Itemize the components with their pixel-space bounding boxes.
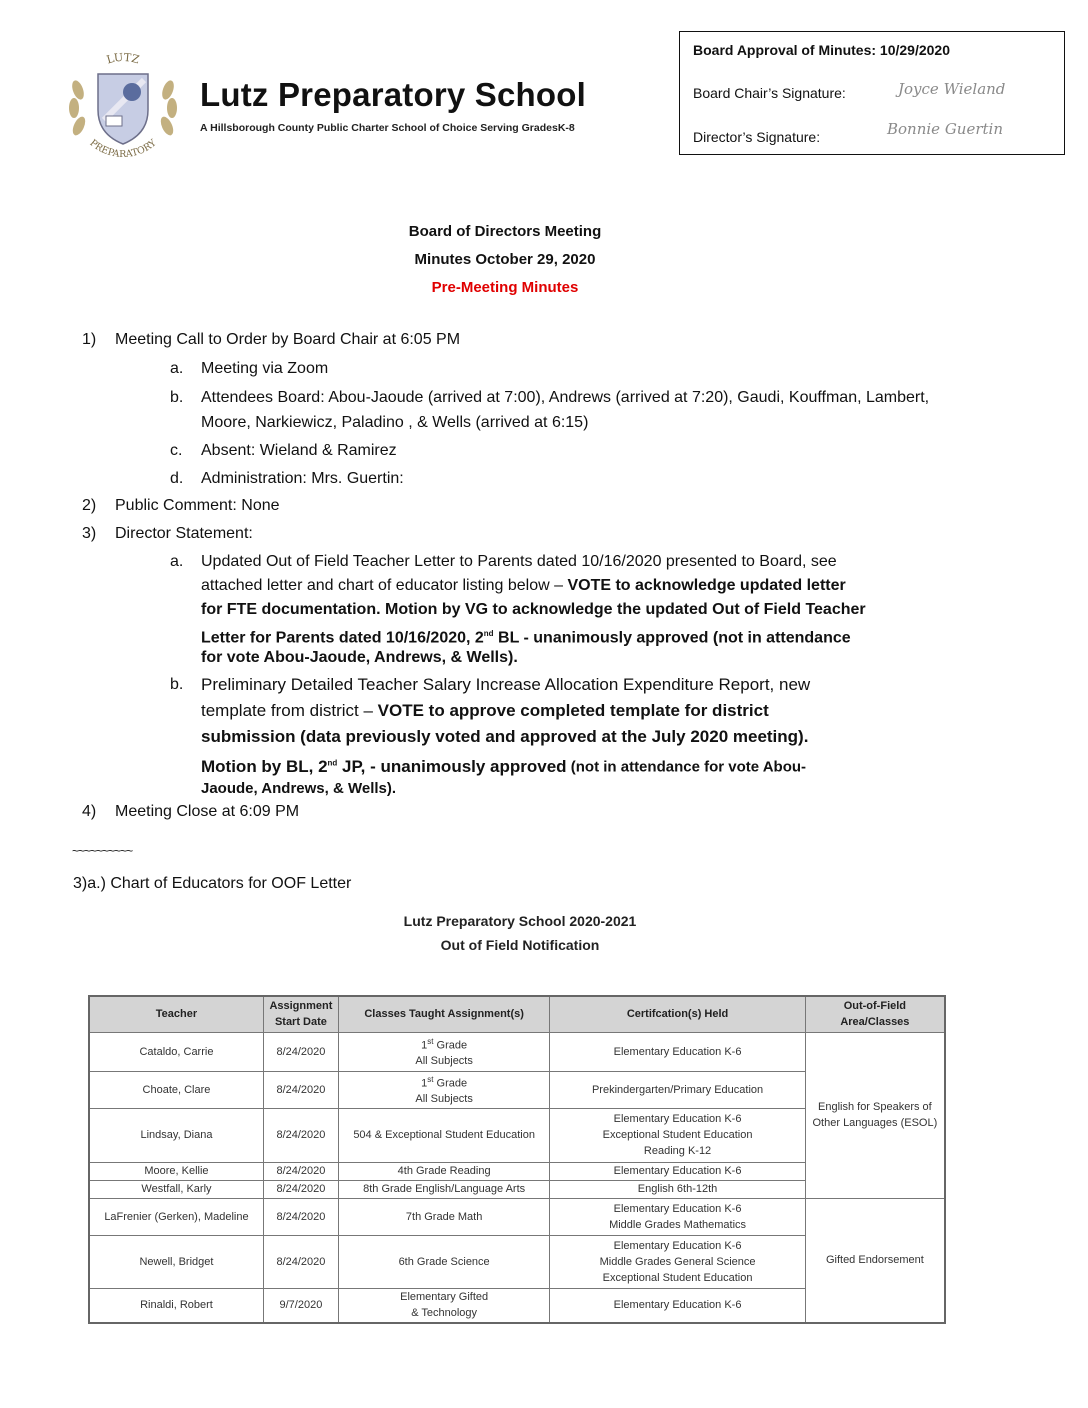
cell-teacher: Cataldo, Carrie [89, 1032, 263, 1071]
item-2-number: 2) [82, 497, 97, 514]
item-1-number: 1) [82, 331, 97, 348]
cell-teacher: Lindsay, Diana [89, 1108, 263, 1162]
school-crest-logo [64, 50, 182, 158]
item-1b-letter: b. [170, 389, 184, 406]
cell-certification: Elementary Education K-6 Exceptional Student Education Reading K-12 [550, 1108, 805, 1162]
logo-text-top: LUTZ [105, 50, 141, 67]
item-3a-line-5: for vote Abou-Jaoude, Andrews, & Wells). [201, 649, 518, 666]
board-approval-box [679, 31, 1065, 155]
item-3a-line-1: Updated Out of Field Teacher Letter to Parents dated 10/16/2020 presented to Board, see [201, 553, 837, 570]
approval-title: Board Approval of Minutes: 10/29/2020 [693, 42, 950, 58]
cell-teacher: Newell, Bridget [89, 1235, 263, 1288]
cell-classes: Elementary Gifted & Technology [338, 1288, 549, 1323]
cell-certification: Elementary Education K-6 [550, 1288, 805, 1323]
header-start-date: Assignment Start Date [263, 996, 338, 1032]
cell-classes: 1st Grade All Subjects [338, 1032, 549, 1071]
cell-classes: 7th Grade Math [338, 1198, 549, 1235]
cell-certification: Elementary Education K-6 [550, 1162, 805, 1180]
cell-teacher: LaFrenier (Gerken), Madeline [89, 1198, 263, 1235]
cell-teacher: Choate, Clare [89, 1071, 263, 1108]
table-subtitle: Out of Field Notification [440, 937, 600, 953]
cell-date: 8/24/2020 [263, 1180, 338, 1198]
cell-certification: Elementary Education K-6 Middle Grades Mathematics [550, 1198, 805, 1235]
item-3-text: Director Statement: [115, 525, 253, 542]
item-3a-letter: a. [170, 553, 184, 570]
table-row [89, 1032, 945, 1071]
item-1a-letter: a. [170, 360, 184, 377]
cell-certification: English 6th-12th [550, 1180, 805, 1198]
director-signature-label: Director’s Signature: [693, 129, 821, 145]
item-3a-line-2: attached letter and chart of educator listing below – VOTE to acknowledge updated letter [201, 577, 846, 594]
cell-classes: 1st Grade All Subjects [338, 1071, 549, 1108]
header-classes: Classes Taught Assignment(s) [338, 996, 549, 1032]
cell-classes: 8th Grade English/Language Arts [338, 1180, 549, 1198]
item-3b-line-2: template from district – VOTE to approve completed template for district [201, 701, 769, 720]
cell-date: 8/24/2020 [263, 1198, 338, 1235]
item-1b-line-2: Moore, Narkiewicz, Paladino , & Wells (arrived at 6:15) [201, 414, 589, 431]
cell-classes: 6th Grade Science [338, 1235, 549, 1288]
cell-date: 8/24/2020 [263, 1162, 338, 1180]
cell-date: 9/7/2020 [263, 1288, 338, 1323]
item-1b-line-1: Attendees Board: Abou-Jaoude (arrived at 7:00), Andrews (arrived at 7:20), Gaudi, Kouffman, Lambert, [201, 389, 930, 406]
header-certification: Certifcation(s) Held [550, 996, 805, 1032]
chair-signature: Joyce Wieland [898, 80, 1006, 98]
cell-date: 8/24/2020 [263, 1108, 338, 1162]
meeting-title: Board of Directors Meeting [408, 223, 602, 240]
cell-teacher: Moore, Kellie [89, 1162, 263, 1180]
out-of-field-table [88, 995, 946, 1324]
item-1c-text: Absent: Wieland & Ramirez [201, 442, 397, 459]
item-3-number: 3) [82, 525, 97, 542]
pre-meeting-label: Pre-Meeting Minutes [431, 279, 579, 296]
item-3b-letter: b. [170, 676, 184, 693]
chair-signature-label: Board Chair’s Signature: [693, 85, 846, 101]
item-2-text: Public Comment: None [115, 497, 280, 514]
school-name: Lutz Preparatory School [200, 76, 587, 113]
meeting-date: Minutes October 29, 2020 [414, 251, 596, 268]
cell-date: 8/24/2020 [263, 1235, 338, 1288]
item-1d-text: Administration: Mrs. Guertin: [201, 470, 404, 487]
cell-certification: Elementary Education K-6 Middle Grades General Science Exceptional Student Education [550, 1235, 805, 1288]
cell-teacher: Westfall, Karly [89, 1180, 263, 1198]
cell-certification: Elementary Education K-6 [550, 1032, 805, 1071]
cell-date: 8/24/2020 [263, 1032, 338, 1071]
school-subtitle: A Hillsborough County Public Charter School of Choice Serving GradesK-8 [200, 122, 575, 134]
item-3a-line-3: for FTE documentation. Motion by VG to acknowledge the updated Out of Field Teacher [201, 601, 866, 618]
cell-certification: Prekindergarten/Primary Education [550, 1071, 805, 1108]
header-out-of-field: Out-of-Field Area/Classes [805, 996, 945, 1032]
item-1d-letter: d. [170, 470, 184, 487]
header-teacher: Teacher [89, 996, 263, 1032]
cell-date: 8/24/2020 [263, 1071, 338, 1108]
item-4-text: Meeting Close at 6:09 PM [115, 803, 300, 820]
cell-teacher: Rinaldi, Robert [89, 1288, 263, 1323]
item-3a-line-4: Letter for Parents dated 10/16/2020, 2nd BL - unanimously approved (not in attendance [201, 629, 851, 647]
table-row [89, 1198, 945, 1235]
item-3b-line-5: Jaoude, Andrews, & Wells). [201, 780, 397, 797]
table-title: Lutz Preparatory School 2020-2021 [403, 913, 637, 929]
item-3b-line-1: Preliminary Detailed Teacher Salary Increase Allocation Expenditure Report, new [201, 675, 811, 694]
director-signature: Bonnie Guertin [887, 120, 1003, 138]
item-3b-line-4: Motion by BL, 2nd JP, - unanimously approved (not in attendance for vote Abou- [201, 756, 807, 776]
item-4-number: 4) [82, 803, 97, 820]
table-header-row [89, 996, 945, 1032]
item-1a-text: Meeting via Zoom [201, 360, 329, 377]
item-1-text: Meeting Call to Order by Board Chair at 6:05 PM [115, 331, 461, 348]
item-1c-letter: c. [170, 442, 183, 459]
cell-out-of-field-gifted: Gifted Endorsement [805, 1198, 945, 1323]
cell-out-of-field-esol: English for Speakers of Other Languages (ESOL) [805, 1032, 945, 1198]
chart-caption: 3)a.) Chart of Educators for OOF Letter [73, 875, 352, 892]
logo-text-bottom: PREPARATORY [87, 137, 159, 158]
cell-classes: 504 & Exceptional Student Education [338, 1108, 549, 1162]
cell-classes: 4th Grade Reading [338, 1162, 549, 1180]
item-3b-line-3: submission (data previously voted and approved at the July 2020 meeting). [201, 727, 809, 746]
separator: ~~~~~~~~~~ [72, 844, 133, 858]
